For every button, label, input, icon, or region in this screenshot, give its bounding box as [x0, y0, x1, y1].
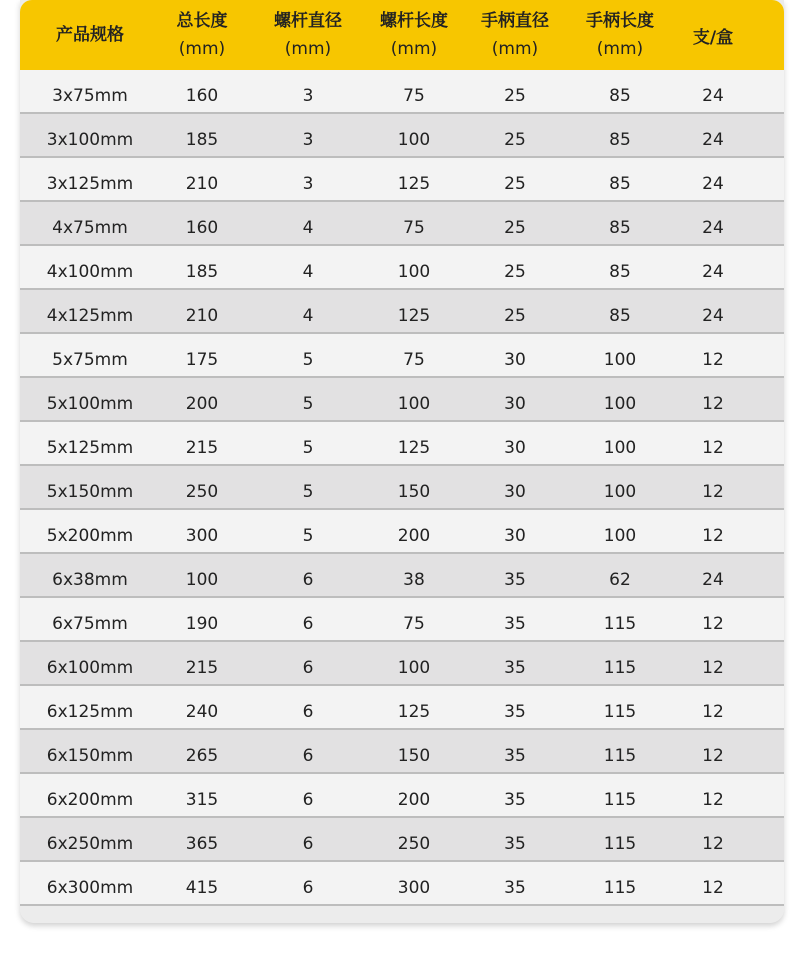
handle-length-cell: 62 [609, 570, 631, 590]
shaft-diameter-cell: 5 [302, 438, 314, 458]
table-row [20, 378, 784, 422]
shaft-diameter-cell: 6 [302, 658, 314, 678]
per-box-cell: 12 [702, 746, 724, 766]
shaft-length-cell: 200 [397, 526, 431, 546]
spec-cell: 4x100mm [46, 262, 134, 282]
handle-diameter-cell: 25 [504, 306, 526, 326]
shaft-length-cell: 38 [403, 570, 425, 590]
shaft-length-cell: 100 [397, 658, 431, 678]
shaft-length-cell: 250 [397, 834, 431, 854]
total-length-cell: 200 [185, 394, 219, 414]
total-length-cell: 100 [185, 570, 219, 590]
total-length-cell: 215 [185, 438, 219, 458]
header-title: 螺杆直径 [274, 11, 342, 31]
shaft-length-cell: 150 [397, 482, 431, 502]
table-body [20, 70, 784, 906]
table-row [20, 290, 784, 334]
shaft-diameter-cell: 4 [302, 218, 314, 238]
header-handle-length [570, 0, 670, 70]
header-title: 螺杆长度 [380, 11, 448, 31]
table-row [20, 246, 784, 290]
spec-cell: 5x75mm [52, 350, 128, 370]
handle-diameter-cell: 25 [504, 130, 526, 150]
total-length-cell: 210 [185, 174, 219, 194]
handle-length-cell: 85 [609, 218, 631, 238]
shaft-diameter-cell: 4 [302, 306, 314, 326]
spec-cell: 6x300mm [46, 878, 134, 898]
table-row [20, 774, 784, 818]
table-row [20, 862, 784, 906]
handle-diameter-cell: 35 [504, 702, 526, 722]
handle-diameter-cell: 35 [504, 614, 526, 634]
table-row [20, 158, 784, 202]
per-box-cell: 12 [702, 614, 724, 634]
handle-length-cell: 115 [603, 746, 637, 766]
shaft-length-cell: 75 [403, 218, 425, 238]
shaft-diameter-cell: 6 [302, 790, 314, 810]
header-unit: (mm) [284, 39, 332, 59]
shaft-length-cell: 75 [403, 350, 425, 370]
handle-length-cell: 85 [609, 130, 631, 150]
handle-length-cell: 115 [603, 614, 637, 634]
shaft-length-cell: 75 [403, 86, 425, 106]
header-title: 支/盒 [692, 28, 734, 48]
shaft-diameter-cell: 6 [302, 746, 314, 766]
spec-cell: 5x100mm [46, 394, 134, 414]
shaft-diameter-cell: 3 [302, 174, 314, 194]
handle-length-cell: 85 [609, 86, 631, 106]
shaft-diameter-cell: 5 [302, 482, 314, 502]
shaft-diameter-cell: 5 [302, 526, 314, 546]
table-row [20, 686, 784, 730]
table-row [20, 70, 784, 114]
handle-length-cell: 115 [603, 834, 637, 854]
per-box-cell: 12 [702, 702, 724, 722]
shaft-diameter-cell: 6 [302, 570, 314, 590]
table-row [20, 202, 784, 246]
per-box-cell: 12 [702, 878, 724, 898]
per-box-cell: 24 [702, 306, 724, 326]
spec-cell: 6x200mm [46, 790, 134, 810]
spec-cell: 5x150mm [46, 482, 134, 502]
handle-diameter-cell: 25 [504, 262, 526, 282]
per-box-cell: 12 [702, 834, 724, 854]
per-box-cell: 24 [702, 130, 724, 150]
handle-diameter-cell: 25 [504, 174, 526, 194]
header-unit: (mm) [390, 39, 438, 59]
shaft-length-cell: 125 [397, 306, 431, 326]
handle-diameter-cell: 30 [504, 350, 526, 370]
table-row [20, 554, 784, 598]
spec-cell: 6x75mm [52, 614, 128, 634]
shaft-diameter-cell: 3 [302, 130, 314, 150]
spec-cell: 4x75mm [52, 218, 128, 238]
shaft-length-cell: 125 [397, 702, 431, 722]
total-length-cell: 160 [185, 218, 219, 238]
handle-length-cell: 100 [603, 394, 637, 414]
handle-diameter-cell: 35 [504, 790, 526, 810]
header-unit: (mm) [178, 39, 226, 59]
per-box-cell: 24 [702, 86, 724, 106]
spec-cell: 5x125mm [46, 438, 134, 458]
header-title: 总长度 [176, 11, 228, 31]
per-box-cell: 24 [702, 262, 724, 282]
handle-length-cell: 115 [603, 702, 637, 722]
spec-cell: 3x125mm [46, 174, 134, 194]
header-title: 产品规格 [56, 25, 124, 45]
total-length-cell: 415 [185, 878, 219, 898]
header-title: 手柄长度 [586, 11, 654, 31]
total-length-cell: 185 [185, 130, 219, 150]
table-row [20, 422, 784, 466]
shaft-diameter-cell: 6 [302, 834, 314, 854]
handle-length-cell: 85 [609, 174, 631, 194]
total-length-cell: 210 [185, 306, 219, 326]
spec-cell: 6x250mm [46, 834, 134, 854]
shaft-length-cell: 150 [397, 746, 431, 766]
spec-table-card [20, 0, 784, 923]
table-row [20, 598, 784, 642]
header-product-spec [40, 0, 140, 70]
table-row [20, 114, 784, 158]
spec-cell: 3x75mm [52, 86, 128, 106]
handle-diameter-cell: 35 [504, 658, 526, 678]
header-unit: (mm) [491, 39, 539, 59]
table-footer-strip [20, 906, 784, 923]
shaft-length-cell: 200 [397, 790, 431, 810]
spec-cell: 6x150mm [46, 746, 134, 766]
total-length-cell: 160 [185, 86, 219, 106]
per-box-cell: 24 [702, 570, 724, 590]
total-length-cell: 175 [185, 350, 219, 370]
handle-length-cell: 115 [603, 878, 637, 898]
header-title: 手柄直径 [481, 11, 549, 31]
total-length-cell: 215 [185, 658, 219, 678]
shaft-length-cell: 125 [397, 174, 431, 194]
shaft-length-cell: 300 [397, 878, 431, 898]
per-box-cell: 12 [702, 438, 724, 458]
shaft-length-cell: 75 [403, 614, 425, 634]
shaft-diameter-cell: 6 [302, 878, 314, 898]
handle-diameter-cell: 30 [504, 526, 526, 546]
handle-diameter-cell: 30 [504, 394, 526, 414]
handle-diameter-cell: 35 [504, 746, 526, 766]
per-box-cell: 12 [702, 790, 724, 810]
handle-length-cell: 85 [609, 306, 631, 326]
handle-length-cell: 100 [603, 482, 637, 502]
spec-cell: 4x125mm [46, 306, 134, 326]
handle-length-cell: 100 [603, 350, 637, 370]
total-length-cell: 365 [185, 834, 219, 854]
handle-diameter-cell: 30 [504, 482, 526, 502]
spec-cell: 5x200mm [46, 526, 134, 546]
header-unit: (mm) [596, 39, 644, 59]
shaft-length-cell: 100 [397, 262, 431, 282]
spec-cell: 3x100mm [46, 130, 134, 150]
handle-diameter-cell: 35 [504, 878, 526, 898]
total-length-cell: 240 [185, 702, 219, 722]
handle-diameter-cell: 30 [504, 438, 526, 458]
spec-cell: 6x38mm [52, 570, 128, 590]
table-row [20, 334, 784, 378]
spec-cell: 6x125mm [46, 702, 134, 722]
per-box-cell: 24 [702, 218, 724, 238]
handle-length-cell: 85 [609, 262, 631, 282]
shaft-diameter-cell: 4 [302, 262, 314, 282]
total-length-cell: 315 [185, 790, 219, 810]
header-per-box [663, 0, 763, 70]
handle-diameter-cell: 25 [504, 218, 526, 238]
total-length-cell: 190 [185, 614, 219, 634]
total-length-cell: 300 [185, 526, 219, 546]
shaft-diameter-cell: 5 [302, 350, 314, 370]
total-length-cell: 265 [185, 746, 219, 766]
total-length-cell: 250 [185, 482, 219, 502]
header-handle-diameter [465, 0, 565, 70]
handle-length-cell: 100 [603, 526, 637, 546]
shaft-diameter-cell: 3 [302, 86, 314, 106]
shaft-diameter-cell: 6 [302, 702, 314, 722]
handle-diameter-cell: 35 [504, 570, 526, 590]
shaft-length-cell: 125 [397, 438, 431, 458]
shaft-length-cell: 100 [397, 130, 431, 150]
header-shaft-diameter [258, 0, 358, 70]
per-box-cell: 12 [702, 350, 724, 370]
handle-length-cell: 115 [603, 658, 637, 678]
table-row [20, 818, 784, 862]
total-length-cell: 185 [185, 262, 219, 282]
handle-diameter-cell: 25 [504, 86, 526, 106]
per-box-cell: 12 [702, 526, 724, 546]
handle-diameter-cell: 35 [504, 834, 526, 854]
shaft-diameter-cell: 6 [302, 614, 314, 634]
spec-cell: 6x100mm [46, 658, 134, 678]
handle-length-cell: 100 [603, 438, 637, 458]
shaft-length-cell: 100 [397, 394, 431, 414]
shaft-diameter-cell: 5 [302, 394, 314, 414]
handle-length-cell: 115 [603, 790, 637, 810]
table-row [20, 466, 784, 510]
per-box-cell: 12 [702, 394, 724, 414]
table-header [20, 0, 784, 70]
per-box-cell: 24 [702, 174, 724, 194]
header-shaft-length [364, 0, 464, 70]
per-box-cell: 12 [702, 482, 724, 502]
table-row [20, 730, 784, 774]
header-total-length [152, 0, 252, 70]
per-box-cell: 12 [702, 658, 724, 678]
table-row [20, 510, 784, 554]
table-row [20, 642, 784, 686]
